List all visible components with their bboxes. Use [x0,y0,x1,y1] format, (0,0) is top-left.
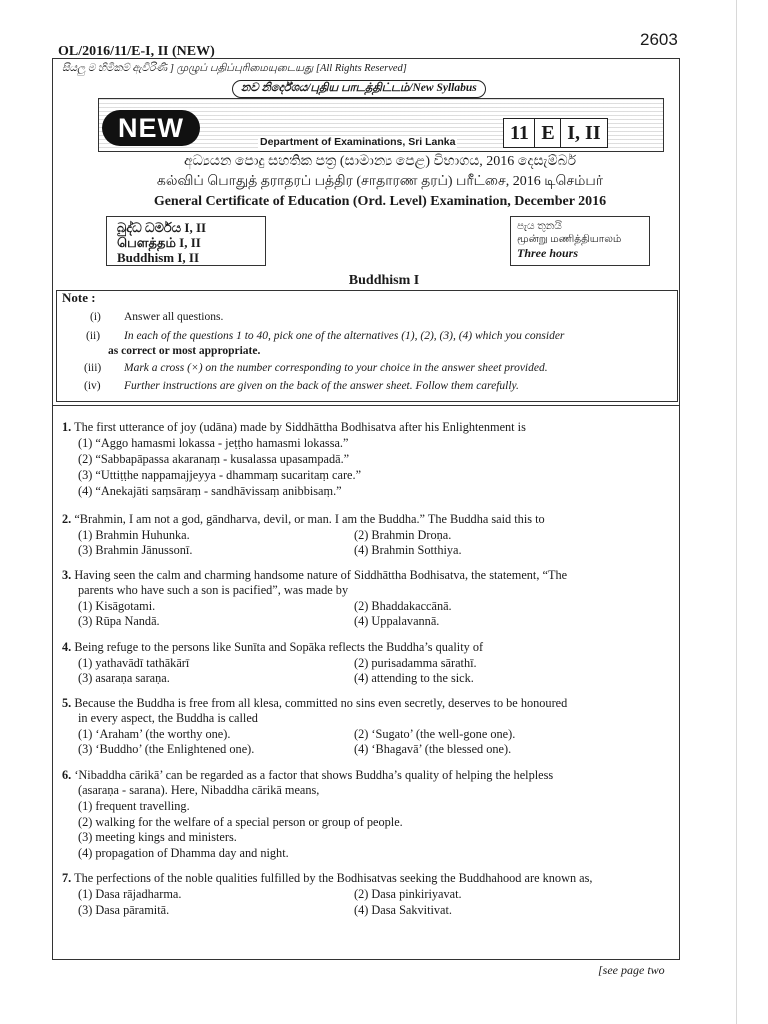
note-item-text: Further instructions are given on the back of the answer sheet. Follow them carefully. [124,380,519,392]
option: (1) Brahmin Huhunka. [78,528,190,542]
question-text: Having seen the calm and charming handsome nature of Siddhāttha Bodhisatva, the statement, “The [74,568,568,582]
option: (1) yathavādī tathākārī [78,656,190,670]
question-number: 3. [62,568,72,582]
question-text: The first utterance of joy (udāna) made by Siddhāttha Bodhisatva after his Enlightenment is [74,420,526,434]
question-number: 7. [62,871,72,885]
note-item-text: as correct or most appropriate. [108,345,261,357]
note-item-number: (ii) [86,330,101,342]
question-number: 4. [62,640,72,654]
duration-box [510,216,650,266]
page-edge [736,0,737,1024]
option: (2) Dasa pinkiriyavat. [354,887,462,901]
question-text-continued: in every aspect, the Buddha is called [78,711,258,725]
duration-sinhala: පැය තුනයි [517,221,562,232]
option: (3) ‘Buddho’ (the Enlightened one). [78,742,255,756]
option: (1) Dasa rājadharma. [78,887,182,901]
question-4 [62,640,676,656]
department-name: Department of Examinations, Sri Lanka [260,136,456,148]
option: (3) Dasa pāramitā. [78,903,170,917]
option: (1) ‘Araham’ (the worthy one). [78,727,231,741]
subject-box [106,216,266,266]
option: (2) Brahmin Droṇa. [354,528,452,542]
subject-english: Buddhism I, II [117,250,200,265]
note-item-number: (iii) [84,362,102,374]
exam-code: OL/2016/11/E-I, II (NEW) [58,44,215,59]
question-6 [62,768,676,784]
question-number: 1. [62,420,72,434]
note-item-text: Mark a cross (×) on the number corresponding to your choice in the answer sheet provided. [124,362,548,374]
note-item-text: In each of the questions 1 to 40, pick one of the alternatives (1), (2), (3), (4) which you consider [124,330,565,342]
option: (4) Dasa Sakvitivat. [354,903,453,917]
question-3 [62,568,676,584]
option: (4) ‘Bhagavā’ (the blessed one). [354,742,512,756]
note-label: Note : [62,290,96,305]
question-2 [62,512,676,528]
option: (2) “Sabbapāpassa akaranaṃ - kusalassa upasampadā.” [78,452,350,466]
exam-title-english: General Certificate of Education (Ord. Level) Examination, December 2016 [153,194,607,209]
option: (2) Bhaddakaccānā. [354,599,452,613]
option: (4) propagation of Dhamma day and night. [78,846,289,860]
note-item-number: (iv) [84,380,101,392]
page-number: 2603 [640,30,678,49]
subject-code: 11 [503,118,536,148]
question-text: Because the Buddha is free from all klesa, committed no sins even secretly, deserves to be honoured [74,696,568,710]
section-divider [52,405,680,406]
option: (3) Rūpa Nandā. [78,614,160,628]
question-number: 5. [62,696,72,710]
see-next-page: [see page two [598,963,665,977]
option: (1) Kisāgotami. [78,599,156,613]
option: (4) attending to the sick. [354,671,474,685]
option: (1) “Aggo hamasmi lokassa - jeṭṭho hamasmi lokassa.” [78,436,349,450]
new-syllabus-label: නව නිර්දේශය/புதிய பாடத்திட்டம்/New Syllabus [232,80,486,98]
option: (4) “Anekajāti saṃsāraṃ - sandhāvissaṃ anibbisaṃ.” [78,484,342,498]
question-5 [62,696,676,712]
note-item-text: Answer all questions. [124,311,224,323]
option: (3) meeting kings and ministers. [78,830,237,844]
option: (3) Brahmin Jānussonī. [78,543,193,557]
option: (2) walking for the welfare of a special person or group of people. [78,815,403,829]
question-number: 6. [62,768,72,782]
option: (3) “Uttiṭṭhe nappamajjeyya - dhammaṃ sucaritaṃ care.” [78,468,362,482]
question-text: The perfections of the noble qualities fulfilled by the Bodhisatvas seeking the Buddhahood are known as, [74,871,593,885]
all-rights-reserved: සියලු ම හිමිකම් ඇවිරිණි ] முழுப் பதிப்புரிமையுடையது [All Rights Reserved] [62,63,407,74]
exam-title-sinhala: අධ්‍යයන පොදු සහතික පත්‍ර (සාමාන්‍ය පෙළ) විභාගය, 2016 දෙසැම්බර් [183,154,577,169]
duration-tamil: மூன்று மணித்தியாலம் [517,234,622,245]
exam-title-tamil: கல்விப் பொதுத் தராதரப் பத்திர (சாதாரண தரப்) பரீட்சை, 2016 டிசெம்பர் [156,174,604,189]
duration-english: Three hours [517,246,579,260]
question-text: Being refuge to the persons like Sunīta and Sopāka reflects the Buddha’s quality of [74,640,484,654]
subject-tamil: பௌத்தம் I, II [117,235,201,250]
question-number: 2. [62,512,72,526]
note-item-number: (i) [90,311,101,323]
option: (4) Uppalavannā. [354,614,440,628]
option: (1) frequent travelling. [78,799,190,813]
paper-code-boxes [503,118,606,148]
paper-part-code: I, II [560,118,607,148]
exam-title-block [98,150,662,214]
medium-code: E [534,118,561,148]
question-text-continued: parents who have such a son is pacified”, was made by [78,583,349,597]
question-text: “Brahmin, I am not a god, gāndharva, devil, or man. I am the Buddha.” The Buddha said this to [74,512,545,526]
question-1 [62,420,676,436]
paper-title: Buddhism I [348,273,420,288]
option: (4) Brahmin Sotthiya. [354,543,462,557]
option: (2) ‘Sugato’ (the well-gone one). [354,727,516,741]
option: (2) purisadamma sārathī. [354,656,477,670]
question-7 [62,871,676,887]
question-text-continued: (asaraṇa - sarana). Here, Nibaddha cārikā means, [78,783,320,797]
question-text: ‘Nibaddha cārikā’ can be regarded as a factor that shows Buddha’s quality of helping the helpless [74,768,554,782]
subject-sinhala: බුද්ධ ධර්මය I, II [117,220,207,235]
new-badge: NEW [102,110,200,146]
option: (3) asaraṇa saraṇa. [78,671,170,685]
